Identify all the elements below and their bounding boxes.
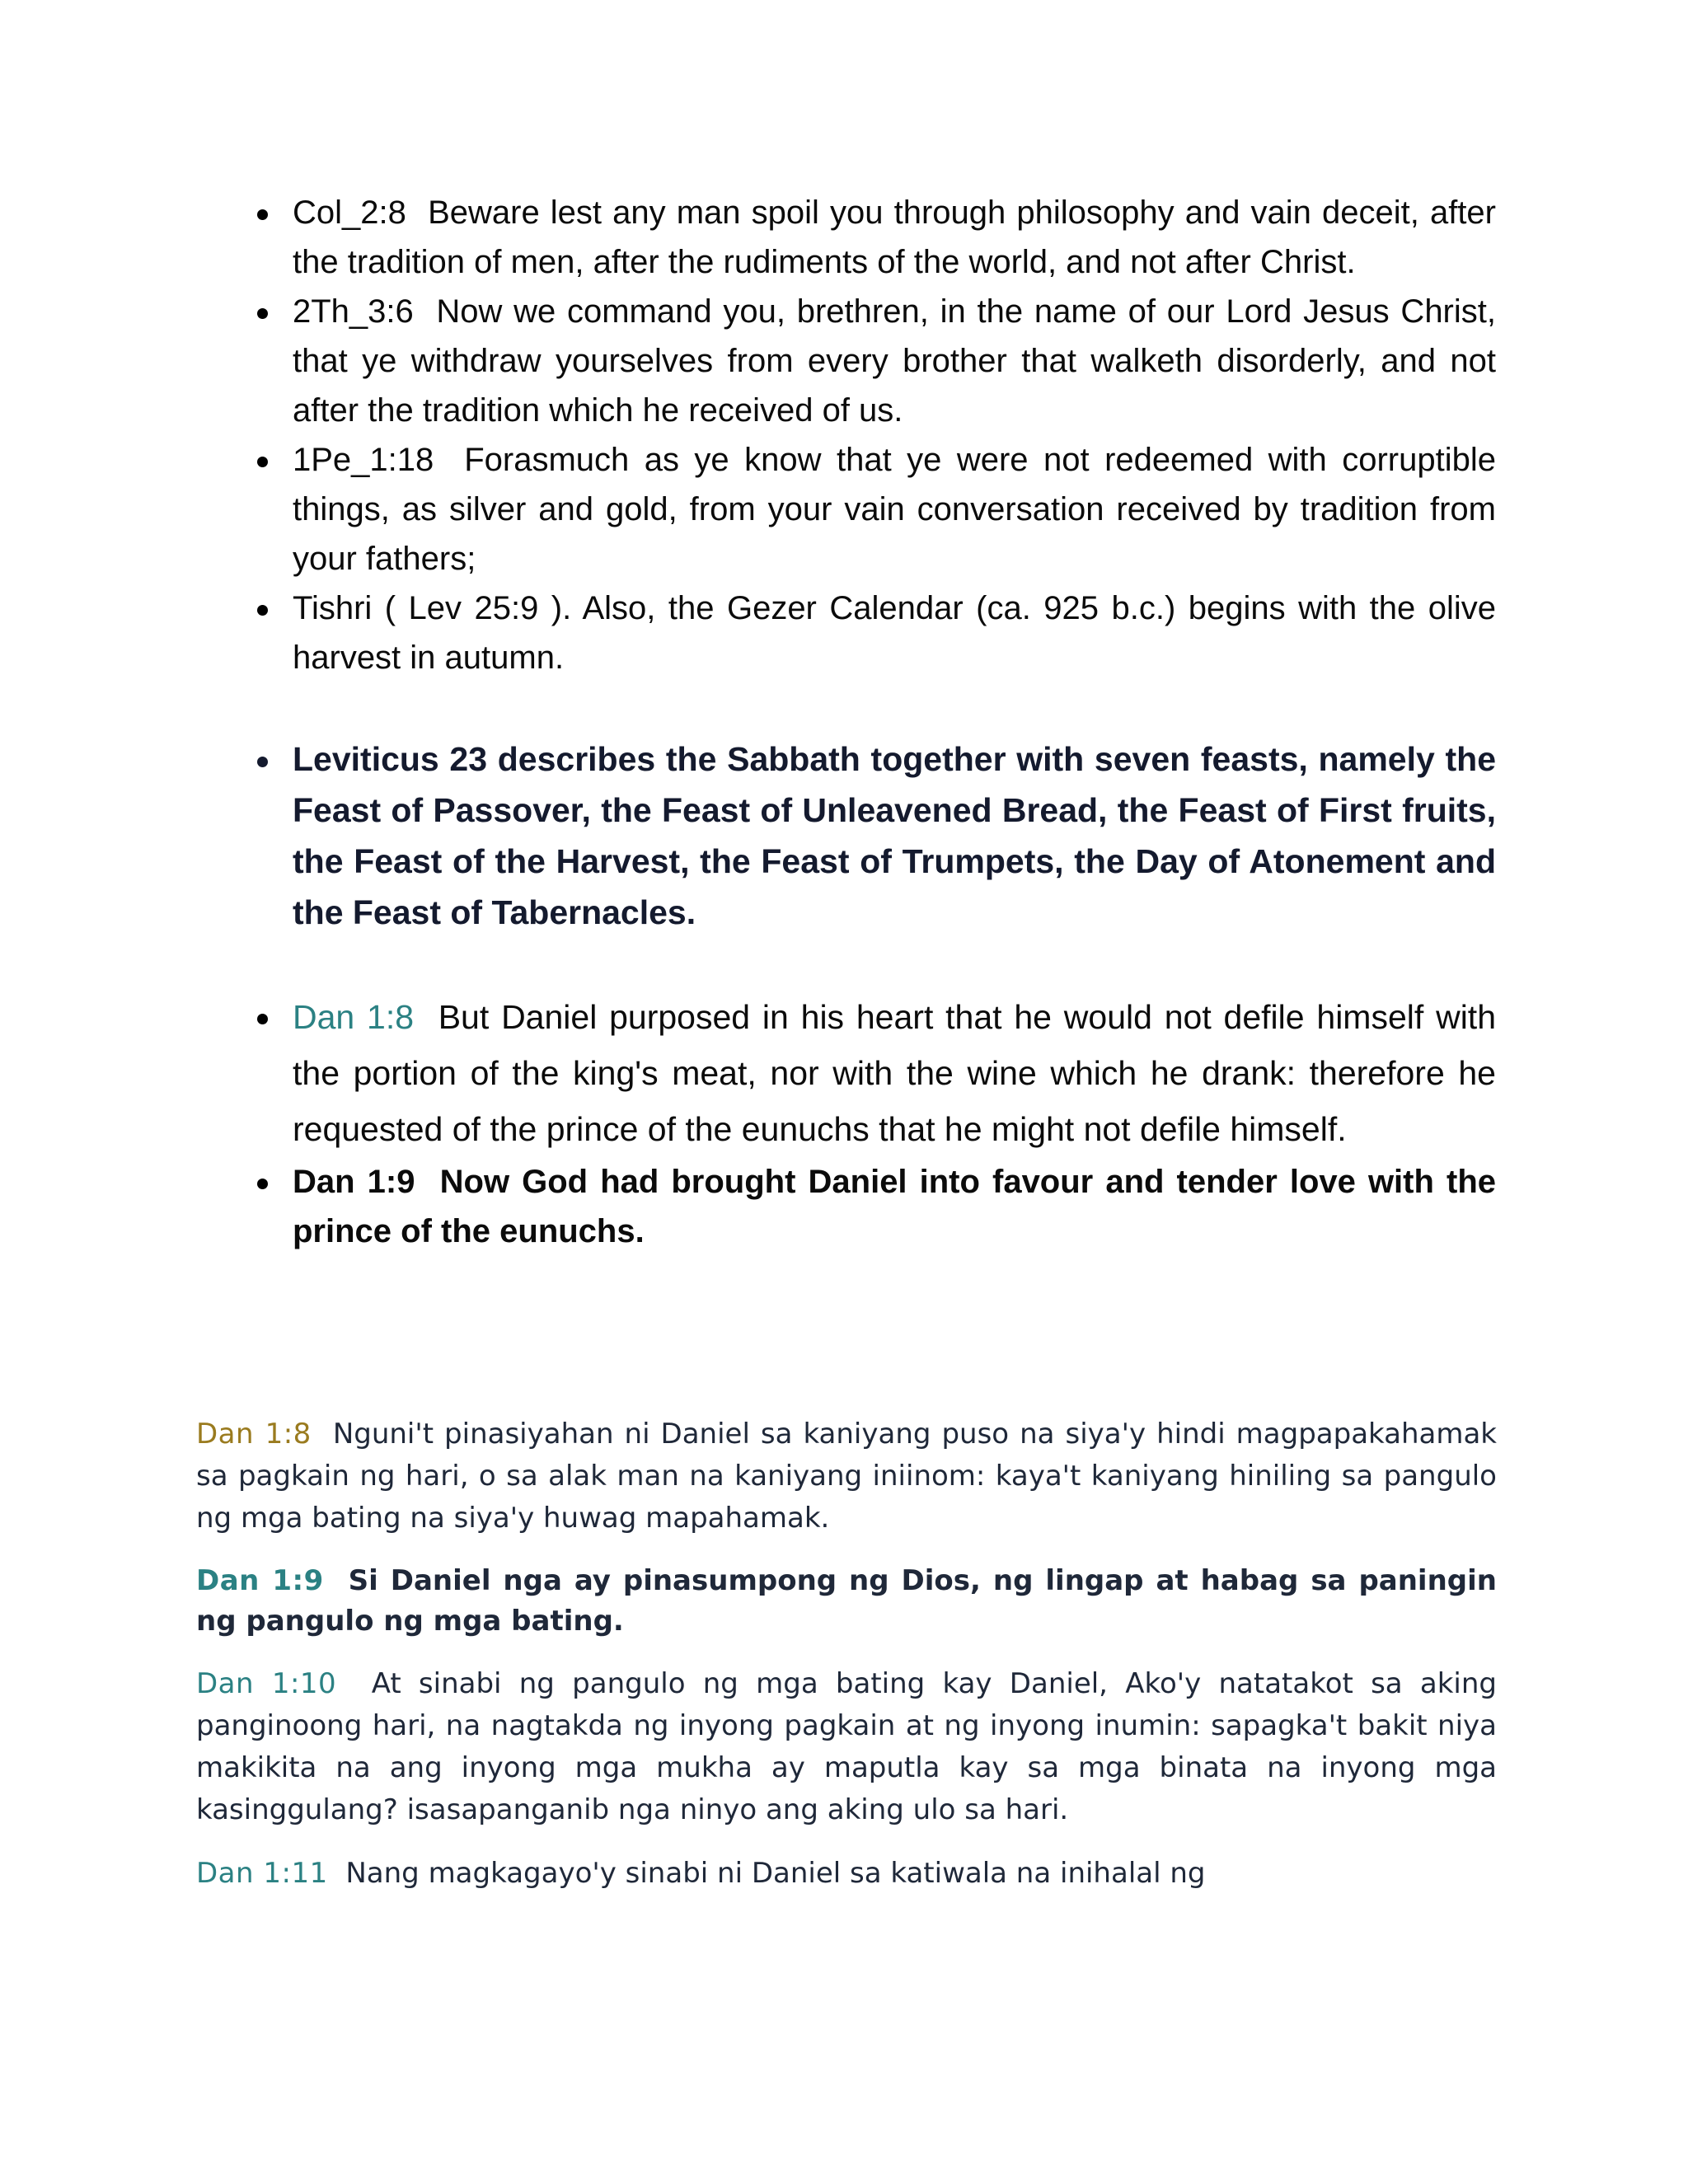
verse-text: Forasmuch as ye know that ye were not redeemed with corruptible things, as silver and gold, from your vain conversation received by tradition from your fathers; — [293, 442, 1496, 577]
tagalog-verse-paragraph — [196, 1413, 1497, 1540]
verse-reference: Dan 1:9 — [196, 1564, 324, 1597]
list-item — [198, 989, 1496, 1157]
verse-reference: Dan 1:10 — [196, 1667, 337, 1700]
bulleted-content-region — [198, 188, 1496, 1256]
verse-text: Now God had brought Daniel into favour and tender love with the prince of the eunuchs. — [293, 1164, 1497, 1249]
tagalog-verse-paragraph — [196, 1663, 1497, 1831]
verse-reference: Dan 1:9 — [293, 1164, 415, 1200]
verse-text: Now we command you, brethren, in the name of our Lord Jesus Christ, that ye withdraw yourselves from every brother that walketh disorderly, and not after the tradition which he received of us. — [293, 293, 1496, 429]
verse-reference: Dan 1:8 — [293, 998, 415, 1036]
verse-text: Nang magkagayo'y sinabi ni Daniel sa katiwala na inihalal ng — [345, 1857, 1206, 1890]
list-item — [198, 583, 1496, 682]
verse-text: Tishri ( Lev 25:9 ). Also, the Gezer Calendar (ca. 925 b.c.) begins with the olive harvest in autumn. — [293, 590, 1496, 676]
leviticus-summary-item — [198, 733, 1496, 938]
paragraph-spacer — [198, 938, 1496, 989]
verse-text: But Daniel purposed in his heart that he would not defile himself with the portion of the king's meat, nor with the wine which he drank: therefore he requested of the prince of the eunuchs that he might not defile himself. — [293, 998, 1496, 1148]
tagalog-verse-paragraph — [196, 1853, 1497, 1895]
list-item — [198, 1157, 1496, 1256]
list-item — [198, 287, 1496, 435]
paragraph-spacer — [198, 682, 1496, 733]
verse-text: Si Daniel nga ay pinasumpong ng Dios, ng lingap at habag sa paningin ng pangulo ng mga bating. — [196, 1564, 1497, 1638]
list-item — [198, 435, 1496, 583]
verse-text: At sinabi ng pangulo ng mga bating kay Daniel, Ako'y natatakot sa aking panginoong hari, na nagtakda ng inyong pagkain at ng inyong inumin: sapagka't bakit niya makikita na ang inyong mga mukha ay maputla kay sa mga binata na inyong mga kasinggulang? isasapanganib nga ninyo ang aking ulo sa hari. — [196, 1667, 1497, 1826]
tagalog-translation-region — [196, 1413, 1497, 1916]
verse-reference: 2Th_3:6 — [293, 293, 414, 330]
verse-reference: Dan 1:11 — [196, 1857, 328, 1890]
tagalog-verse-paragraph — [196, 1561, 1497, 1642]
verse-text: Beware lest any man spoil you through philosophy and vain deceit, after the tradition of men, after the rudiments of the world, and not after Christ. — [293, 194, 1496, 280]
list-item — [198, 188, 1496, 287]
scripture-bullet-list — [198, 188, 1496, 1256]
verse-text: Nguni't pinasiyahan ni Daniel sa kaniyang puso na siya'y hindi magpapakahamak sa pagkain ng hari, o sa alak man na kaniyang iniinom: kaya't kaniyang hiniling sa pangulo ng mga bating na siya'y huwag mapahamak. — [196, 1418, 1497, 1535]
verse-reference: 1Pe_1:18 — [293, 442, 434, 478]
verse-reference: Col_2:8 — [293, 194, 406, 231]
leviticus-summary-text: Leviticus 23 describes the Sabbath together with seven feasts, namely the Feast of Passover, the Feast of Unleavened Bread, the Feast of First fruits, the Feast of the Harvest, the Feast of Trumpets, the Day of Atonement and the Feast of Tabernacles. — [293, 740, 1496, 931]
verse-reference: Dan 1:8 — [196, 1418, 312, 1451]
